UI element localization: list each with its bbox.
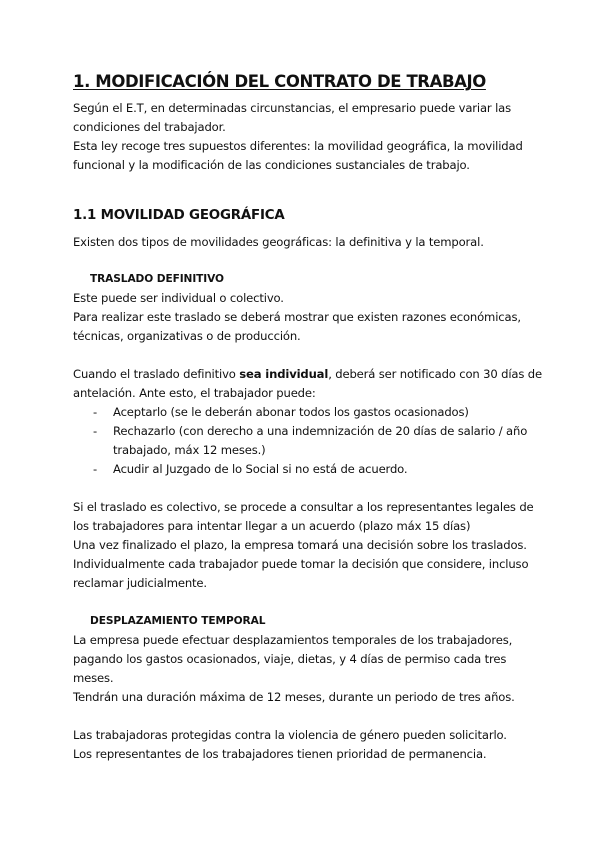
desplazamiento-paragraph [73,631,543,707]
desplazamiento-extra-line: Los representantes de los trabajadores tienen prioridad de permanencia. [73,747,487,761]
section-intro: Existen dos tipos de movilidades geográficas: la definitiva y la temporal. [73,235,484,249]
colectivo-line: Individualmente cada trabajador puede tomar la decisión que considere, incluso [73,557,529,571]
options-list [73,403,543,479]
desplazamiento-extra-paragraph [73,726,543,764]
intro-line: funcional y la modificación de las condiciones sustanciales de trabajo. [73,158,470,172]
desplazamiento-line: Tendrán una duración máxima de 12 meses, durante un periodo de tres años. [73,690,515,704]
list-item: - Acudir al Juzgado de lo Social si no está de acuerdo. [93,462,408,476]
list-item: - Aceptarlo (se le deberán abonar todos los gastos ocasionados) [93,405,469,419]
desplazamiento-line: La empresa puede efectuar desplazamientos temporales de los trabajadores, [73,633,513,647]
document-title: 1. MODIFICACIÓN DEL CONTRATO DE TRABAJO [73,72,486,91]
list-item: - Rechazarlo (con derecho a una indemnización de 20 días de salario / año trabajado, máx 12 meses.) [93,424,528,457]
traslado-paragraph [73,289,543,346]
traslado-individual-line: Cuando el traslado definitivo sea individual, deberá ser notificado con 30 días de [73,367,542,381]
colectivo-line: los trabajadores para intentar llegar a un acuerdo (plazo máx 15 días) [73,519,471,533]
colectivo-line: Una vez finalizado el plazo, la empresa tomará una decisión sobre los traslados. [73,538,527,552]
document-page [73,72,543,764]
traslado-line: Este puede ser individual o colectivo. [73,291,284,305]
intro-paragraph [73,99,543,175]
subheading-desplazamiento-temporal: DESPLAZAMIENTO TEMPORAL [90,615,266,627]
bold-sea-individual: sea individual [239,367,329,381]
traslado-individual-line: antelación. Ante esto, el trabajador puede: [73,386,316,400]
traslado-individual-paragraph [73,365,543,403]
desplazamiento-line: pagando los gastos ocasionados, viaje, dietas, y 4 días de permiso cada tres meses. [73,652,507,685]
desplazamiento-extra-line: Las trabajadoras protegidas contra la violencia de género pueden solicitarlo. [73,728,507,742]
intro-line: condiciones del trabajador. [73,120,226,134]
traslado-colectivo-paragraph [73,498,543,593]
colectivo-line: Si el traslado es colectivo, se procede a consultar a los representantes legales de [73,500,534,514]
intro-line: Esta ley recoge tres supuestos diferentes: la movilidad geográfica, la movilidad [73,139,523,153]
traslado-line: técnicas, organizativas o de producción. [73,329,301,343]
colectivo-line: reclamar judicialmente. [73,576,207,590]
intro-line: Según el E.T, en determinadas circunstancias, el empresario puede variar las [73,101,511,115]
traslado-line: Para realizar este traslado se deberá mostrar que existen razones económicas, [73,310,521,324]
section-heading-movilidad-geografica: 1.1 MOVILIDAD GEOGRÁFICA [73,208,285,223]
subheading-traslado-definitivo: TRASLADO DEFINITIVO [90,273,224,285]
